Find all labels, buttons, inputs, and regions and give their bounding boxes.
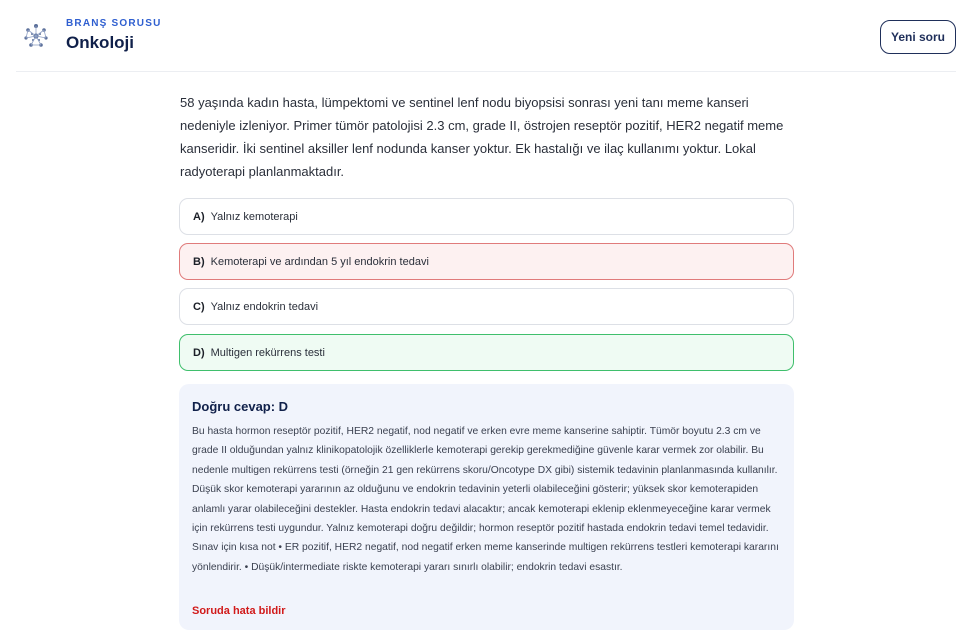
section-eyebrow: BRANŞ SORUSU xyxy=(66,18,162,29)
option-letter: B) xyxy=(193,255,205,268)
option-d[interactable] xyxy=(179,334,794,371)
option-letter: D) xyxy=(193,346,205,359)
page-title: Onkoloji xyxy=(66,33,134,52)
option-a[interactable] xyxy=(179,198,794,235)
report-error-link[interactable]: Soruda hata bildir xyxy=(192,605,286,617)
molecule-logo-icon xyxy=(22,22,50,50)
option-text: Multigen rekürrens testi xyxy=(210,346,325,359)
option-c[interactable] xyxy=(179,288,794,325)
header-bar xyxy=(16,0,956,72)
question-text: 58 yaşında kadın hasta, lümpektomi ve sentinel lenf nodu biyopsisi sonrası yeni tanı meme kanseri nedeniyle izleniyor. Primer tümör patolojisi 2.3 cm, grade II, östrojen reseptör pozitif, HER2 negatif meme kanseridir. İki sentinel aksiller lenf nodunda kanser yoktur. Ek hastalığı ve ilaç kullanımı yoktur. Lokal radyoterapi planlanmaktadır. xyxy=(180,95,784,179)
explanation-panel xyxy=(179,384,794,630)
option-text: Yalnız endokrin tedavi xyxy=(210,300,319,313)
option-text: Yalnız kemoterapi xyxy=(210,210,298,223)
option-b[interactable] xyxy=(179,243,794,280)
explanation-text: Bu hasta hormon reseptör pozitif, HER2 negatif, nod negatif ve erken evre meme kanserine sahiptir. Tümör boyutu 2.3 cm ve grade II olduğundan yalnız klinikopatolojik özelliklerle kemoterapi gerekip gerekmediğine güvenle karar vermek zor olabilir. Bu nedenle multigen rekürrens testi (örneğin 21 gen rekürrens skoru/Oncotype DX gibi) sistemik tedavinin planlanmasında kullanılır. Düşük skor kemoterapi yararının az olduğunu ve endokrin tedavinin yeterli olabileceğini gösterir; yüksek skor kemoterapiden anlamlı yarar olabileceğini destekler. Hasta endokrin tedavi alacaktır; ancak kemoterapi eklenip eklenmeyeceğine karar vermek için rekürrens testi uygundur. Yalnız kemoterapi doğru değildir; hormon reseptör pozitif hastada endokrin tedavi temel tedavidir. Sınav için kısa not • ER pozitif, HER2 negatif, nod negatif erken meme kanserinde multigen rekürrens testleri kemoterapi kararını yönlendirir. • Düşük/intermediate riskte kemoterapi yararı sınırlı olabilir; endokrin tedavi esastır. xyxy=(192,426,779,573)
option-letter: C) xyxy=(193,300,205,313)
new-question-button[interactable]: Yeni soru xyxy=(880,20,956,54)
option-letter: A) xyxy=(193,210,205,223)
correct-answer-title: Doğru cevap: D xyxy=(192,399,289,414)
option-text: Kemoterapi ve ardından 5 yıl endokrin tedavi xyxy=(210,255,429,268)
